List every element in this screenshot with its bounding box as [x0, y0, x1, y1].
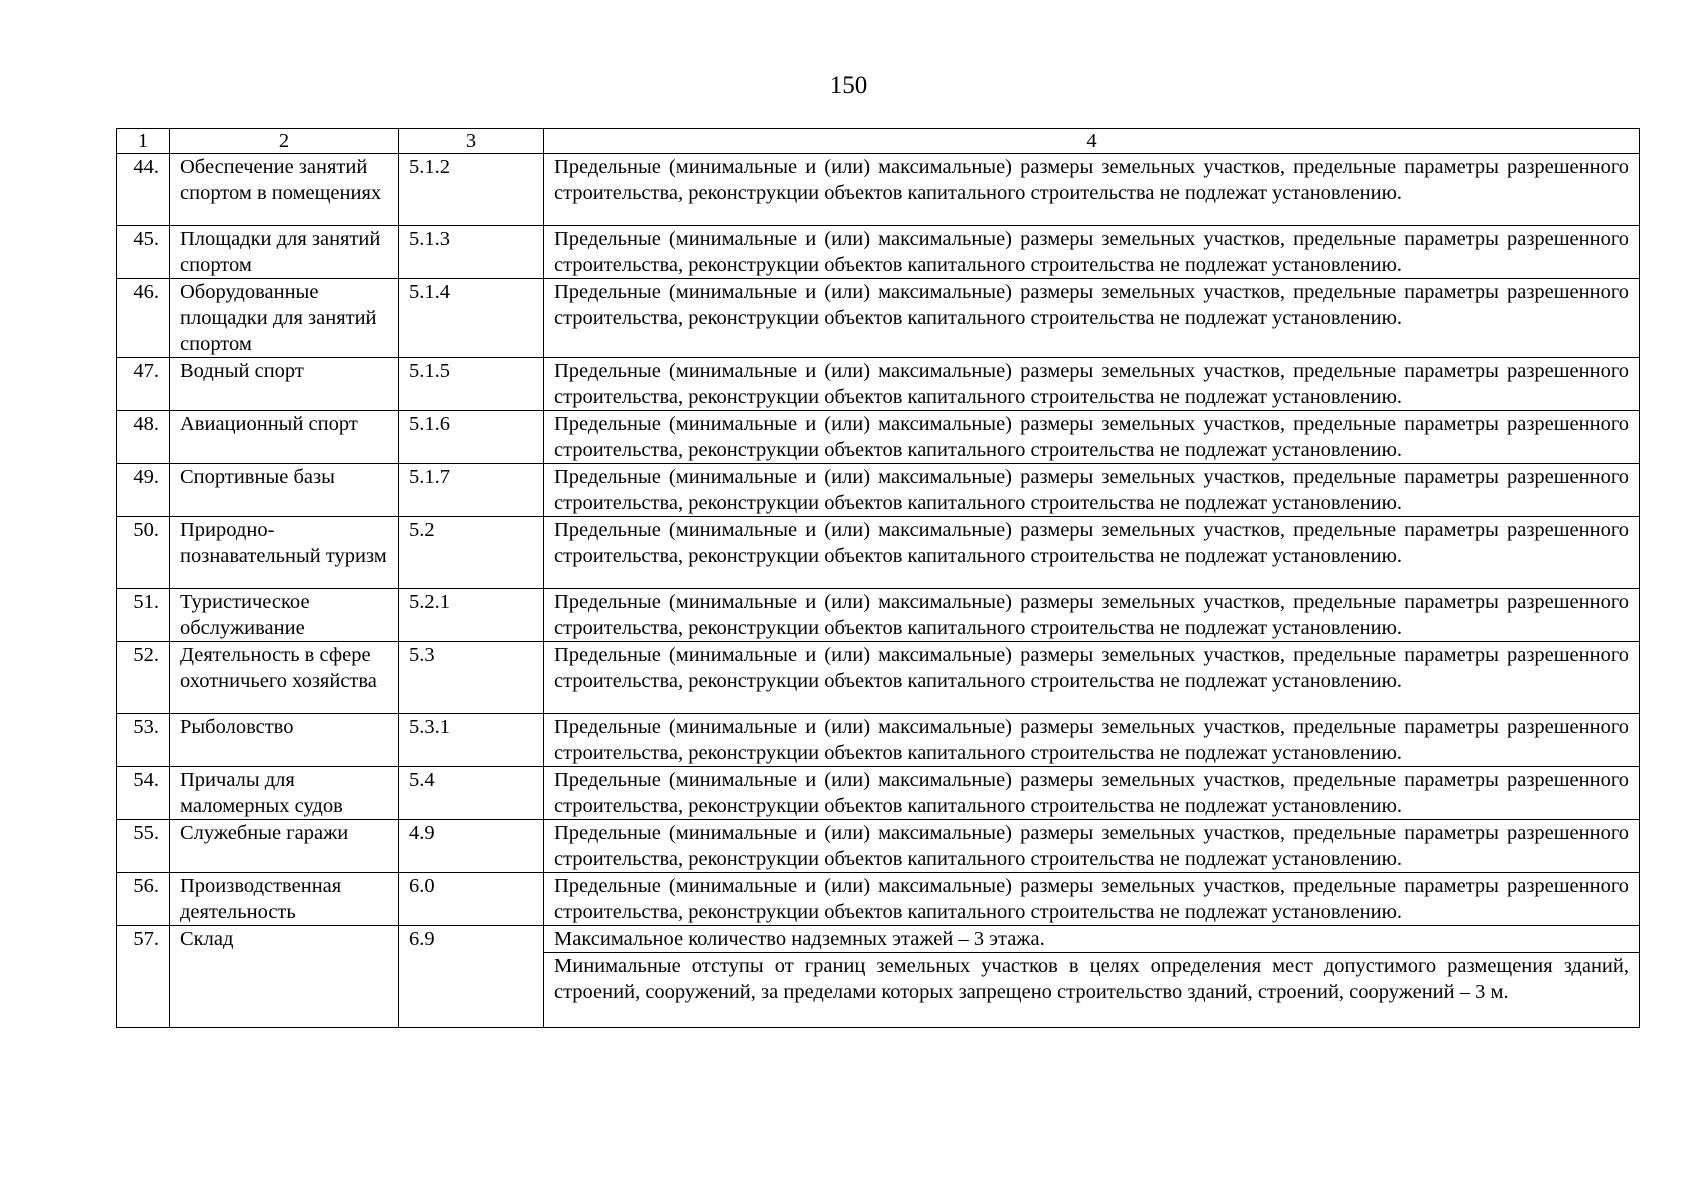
- land-use-name: Обеспечение занятий спортом в помещениях: [170, 154, 399, 226]
- land-use-code: 6.9: [399, 926, 544, 1028]
- table-row: [117, 279, 1640, 358]
- parameters-text: Предельные (минимальные и (или) максимальные) размеры земельных участков, предельные параметры разрешенного строительства, реконструкции объектов капитального строительства не подлежат установлению.: [544, 820, 1640, 873]
- parameters-text: Предельные (минимальные и (или) максимальные) размеры земельных участков, предельные параметры разрешенного строительства, реконструкции объектов капитального строительства не подлежат установлению.: [544, 589, 1640, 642]
- land-use-code: 5.1.5: [399, 358, 544, 411]
- parameters-text: Предельные (минимальные и (или) максимальные) размеры земельных участков, предельные параметры разрешенного строительства, реконструкции объектов капитального строительства не подлежат установлению.: [544, 517, 1640, 589]
- table-row: [117, 517, 1640, 589]
- row-number: 56.: [117, 873, 170, 926]
- land-use-name: Причалы для маломерных судов: [170, 767, 399, 820]
- land-use-name: Природно-познавательный туризм: [170, 517, 399, 589]
- table-row: [117, 926, 1640, 953]
- land-use-name: Деятельность в сфере охотничьего хозяйства: [170, 642, 399, 714]
- table-row: [117, 358, 1640, 411]
- land-use-name: Производственная деятельность: [170, 873, 399, 926]
- parameters-text: Максимальное количество надземных этажей – 3 этажа.: [544, 926, 1640, 953]
- land-use-code: 5.3: [399, 642, 544, 714]
- land-use-code: 5.2: [399, 517, 544, 589]
- land-use-code: 4.9: [399, 820, 544, 873]
- column-header-1: 1: [117, 129, 170, 154]
- parameters-text: Предельные (минимальные и (или) максимальные) размеры земельных участков, предельные параметры разрешенного строительства, реконструкции объектов капитального строительства не подлежат установлению.: [544, 767, 1640, 820]
- land-use-code: 5.1.7: [399, 464, 544, 517]
- row-number: 44.: [117, 154, 170, 226]
- row-number: 45.: [117, 226, 170, 279]
- table-row: [117, 411, 1640, 464]
- land-use-name: Площадки для занятий спортом: [170, 226, 399, 279]
- land-use-name: Рыболовство: [170, 714, 399, 767]
- table-row: [117, 226, 1640, 279]
- land-use-name: Служебные гаражи: [170, 820, 399, 873]
- land-use-code: 5.3.1: [399, 714, 544, 767]
- table-row: [117, 820, 1640, 873]
- land-use-code: 5.1.4: [399, 279, 544, 358]
- table-row: [117, 873, 1640, 926]
- land-use-name: Оборудованные площадки для занятий спортом: [170, 279, 399, 358]
- row-number: 53.: [117, 714, 170, 767]
- parameters-text: Предельные (минимальные и (или) максимальные) размеры земельных участков, предельные параметры разрешенного строительства, реконструкции объектов капитального строительства не подлежат установлению.: [544, 714, 1640, 767]
- row-number: 50.: [117, 517, 170, 589]
- parameters-text: Предельные (минимальные и (или) максимальные) размеры земельных участков, предельные параметры разрешенного строительства, реконструкции объектов капитального строительства не подлежат установлению.: [544, 464, 1640, 517]
- parameters-text: Предельные (минимальные и (или) максимальные) размеры земельных участков, предельные параметры разрешенного строительства, реконструкции объектов капитального строительства не подлежат установлению.: [544, 873, 1640, 926]
- parameters-text: Предельные (минимальные и (или) максимальные) размеры земельных участков, предельные параметры разрешенного строительства, реконструкции объектов капитального строительства не подлежат установлению.: [544, 358, 1640, 411]
- parameters-text: Предельные (минимальные и (или) максимальные) размеры земельных участков, предельные параметры разрешенного строительства, реконструкции объектов капитального строительства не подлежат установлению.: [544, 642, 1640, 714]
- row-number: 51.: [117, 589, 170, 642]
- column-header-3: 3: [399, 129, 544, 154]
- row-number: 47.: [117, 358, 170, 411]
- table-row: [117, 714, 1640, 767]
- land-use-code: 5.2.1: [399, 589, 544, 642]
- row-number: 54.: [117, 767, 170, 820]
- row-number: 52.: [117, 642, 170, 714]
- row-number: 46.: [117, 279, 170, 358]
- header-row: [117, 129, 1640, 154]
- land-use-code: 6.0: [399, 873, 544, 926]
- table-row: [117, 154, 1640, 226]
- land-use-name: Туристическое обслуживание: [170, 589, 399, 642]
- table-row: [117, 767, 1640, 820]
- land-use-code: 5.1.2: [399, 154, 544, 226]
- row-number: 48.: [117, 411, 170, 464]
- column-header-4: 4: [544, 129, 1640, 154]
- land-use-name: Склад: [170, 926, 399, 1028]
- row-number: 49.: [117, 464, 170, 517]
- table-row: [117, 464, 1640, 517]
- column-header-2: 2: [170, 129, 399, 154]
- land-use-code: 5.1.6: [399, 411, 544, 464]
- land-use-name: Авиационный спорт: [170, 411, 399, 464]
- parameters-text: Предельные (минимальные и (или) максимальные) размеры земельных участков, предельные параметры разрешенного строительства, реконструкции объектов капитального строительства не подлежат установлению.: [544, 154, 1640, 226]
- row-number: 57.: [117, 926, 170, 1028]
- regulations-table: [116, 128, 1640, 1028]
- land-use-name: Водный спорт: [170, 358, 399, 411]
- page-number: 150: [829, 72, 868, 99]
- land-use-code: 5.1.3: [399, 226, 544, 279]
- parameters-text: Минимальные отступы от границ земельных участков в целях определения мест допустимого размещения зданий, строений, сооружений, за пределами которых запрещено строительство зданий, строений, сооружений – 3 м.: [544, 953, 1640, 1028]
- table-row: [117, 589, 1640, 642]
- parameters-text: Предельные (минимальные и (или) максимальные) размеры земельных участков, предельные параметры разрешенного строительства, реконструкции объектов капитального строительства не подлежат установлению.: [544, 226, 1640, 279]
- land-use-name: Спортивные базы: [170, 464, 399, 517]
- table-row: [117, 642, 1640, 714]
- row-number: 55.: [117, 820, 170, 873]
- land-use-code: 5.4: [399, 767, 544, 820]
- parameters-text: Предельные (минимальные и (или) максимальные) размеры земельных участков, предельные параметры разрешенного строительства, реконструкции объектов капитального строительства не подлежат установлению.: [544, 411, 1640, 464]
- parameters-text: Предельные (минимальные и (или) максимальные) размеры земельных участков, предельные параметры разрешенного строительства, реконструкции объектов капитального строительства не подлежат установлению.: [544, 279, 1640, 358]
